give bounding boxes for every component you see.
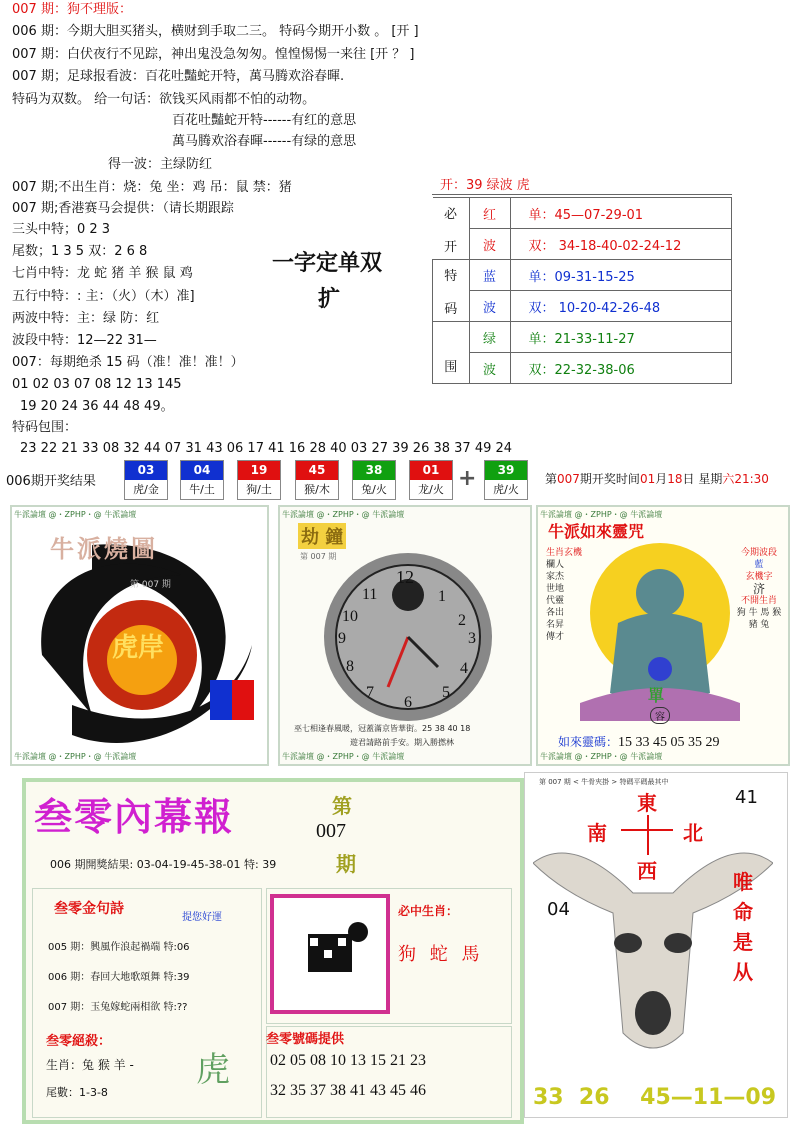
number-41: 41 [735,787,758,808]
text-line: 三头中特；0 2 3 [12,222,111,237]
result-line: 006 期開獎結果: 03-04-19-45-38-01 特: 39 [50,858,277,871]
side-col-char: 开 [443,239,457,255]
divider [432,194,732,195]
panel1-title: 牛派燒圖 [50,534,158,563]
numbers-title: 叁零號碼提供 [266,1032,345,1047]
north-label: 北 [683,821,703,845]
compass-cross [621,829,673,831]
tiger-glyph: 虎 [196,1050,230,1090]
panel2-caption: 巫七相逢春風暖，冠蓋滿京皆華街。25 38 40 18 [294,724,471,733]
verse-line: 005 期：興風作浪起禍端 特:06 [48,942,190,953]
wave-cell: 红 [469,198,510,229]
text-line: 007 期；足球报看波：百花吐豔蛇开特，萬马腾欢浴春暉. [12,69,345,84]
side-col-char: 码 [444,301,458,317]
results-label: 006期开奖结果 [6,474,96,489]
insider-report-panel [22,778,524,1124]
fire-picture-panel [10,505,269,766]
compass-cross [647,815,671,855]
west-label: 西 [637,859,657,883]
side-col-char: 必 [443,206,457,222]
text-line: 五行中特：: 主：（火）（木）准] [12,289,195,304]
text-line: 006 期：今期大胆买猪头，横财到手取二三。 特码今期开小数 。 [开 ] [12,24,419,39]
result-ball: 45 猴/木 [295,460,339,500]
side-box-title: 开：39 绿波 虎 [440,178,530,193]
wave-cell: 波 [469,353,510,384]
center-word: 單 [648,686,665,705]
issue-suffix: 期 [336,852,356,876]
watermark: 牛派論壇 @・ZPHP・@ 牛派論壇 [540,752,663,761]
result-ball: 03 虎/金 [124,460,168,500]
result-ball: 38 兔/火 [352,460,396,500]
must-label: 必中生肖： [398,904,459,918]
result-ball: 19 狗/土 [237,460,281,500]
text-line: 007：每期绝杀 15 码（准！准！准！） [12,355,244,370]
svg-text:10: 10 [342,608,358,625]
east-label: 東 [637,791,657,815]
text-line: 007 期;不出生肖：烧：兔 坐：鸡 吊：鼠 禁：猪 [12,180,292,195]
svg-text:9: 9 [338,630,346,647]
wave-cell: 波 [469,291,510,322]
text-line: 得一波：主绿防红 [108,157,213,172]
verse-line: 006 期：春回大地歌頌舞 特:39 [48,972,190,983]
number-cell: 单：21-33-11-27 [510,322,732,353]
follow-label: 提您好運 [182,912,222,923]
text-line: 波段中特：12—22 31— [12,333,157,348]
side-col-char: 围 [444,360,458,375]
numbers-row: 32 35 37 38 41 43 45 46 [270,1082,426,1099]
svg-text:5: 5 [442,684,450,701]
kill-tail: 尾數：1-3-8 [46,1086,108,1099]
svg-text:3: 3 [468,630,476,647]
next-draw-time: 第007期开奖时间01月18日 星期六21:30 [545,472,769,486]
paw-icon [274,898,386,1010]
wave-cell: 蓝 [469,260,510,291]
bottom-numbers: 33 26 45—11—09 [533,1085,777,1110]
panel1-issue: 第 007 期 [130,580,171,590]
special-ball: 39 虎/火 [484,460,528,500]
side-box-table [432,197,732,384]
issue-number: 007 [316,820,346,842]
watermark: 牛派論壇 @・ZPHP・@ 牛派論壇 [282,510,405,519]
text-line: 特码为双数。 给一句话：欲钱买风雨都不怕的动物。 [12,92,316,107]
text-line: 01 02 03 07 08 12 13 145 [12,377,182,392]
issue-prefix: 第 [332,794,352,818]
number-04: 04 [547,899,570,920]
watermark: 牛派論壇 @・ZPHP・@ 牛派論壇 [14,510,137,519]
watermark: 牛派論壇 @・ZPHP・@ 牛派論壇 [14,752,137,761]
svg-text:11: 11 [362,586,378,603]
svg-text:8: 8 [346,658,354,675]
buddha-panel [536,505,790,766]
watermark: 牛派論壇 @・ZPHP・@ 牛派論壇 [282,752,405,761]
text-line: 萬马腾欢浴春暉------有绿的意思 [172,134,357,149]
panel2-title: 劫 鐘 [298,523,346,549]
text-line: 百花吐豔蛇开特------有红的意思 [172,113,357,128]
svg-text:12: 12 [396,567,414,587]
kill-zodiac: 生肖：兔 猴 羊 - [46,1058,134,1072]
wave-cell: 波 [469,229,510,260]
issue-title: 007 期：狗不理版： [12,2,132,17]
clock-icon [318,547,498,727]
result-ball: 01 龙/火 [409,460,453,500]
text-line: 23 22 21 33 08 32 44 07 31 43 06 17 41 16 28 40 03 27 39 26 38 37 49 24 [20,441,513,456]
skull-panel [524,772,788,1118]
emblem-frame [270,894,390,1014]
number-cell: 双：22-32-38-06 [510,353,732,384]
panel1-center: 虎岸 [112,633,165,663]
verse-line: 007 期：玉兔嫁蛇兩相欲 特:?? [48,1002,188,1013]
plus-sign: + [458,466,477,491]
section-title: 叁零絕殺： [46,1034,112,1049]
slogan-text: 一字定单双 [272,250,383,276]
slogan-text-2: 扩 [318,286,341,312]
number-cell: 单：45—07-29-01 [510,198,732,229]
skull-header: 第 007 期 < 牛骨夾掛 > 特碼平碼最其中 [539,778,669,786]
poem-block: 生肖玄機 欄人 家杰 世地 代靈 各出 名昇 傳才 [546,548,583,642]
text-line: 007 期：白伏夜行不见踪，神出鬼没急匆匆。惶惶惕惕一来往 [开 ？ ] [12,47,415,62]
text-line: 两波中特：主：绿 防：红 [12,311,160,326]
side-tags: 今期波段 藍 玄機字 济 不開生肖 狗 牛 馬 猴 豬 兔 [736,548,782,630]
numbers-row: 02 05 08 10 13 15 21 23 [270,1052,426,1069]
text-line: 七肖中特：龙 蛇 猪 羊 猴 鼠 鸡 [12,266,193,281]
text-line: 尾数；1 3 5 双：2 6 8 [12,244,148,259]
text-line: 007 期;香港赛马会提供：（请长期跟踪 [12,201,234,216]
panel2-caption: 遊君請路前手安。期入勝撚林 [350,738,454,747]
wave-cell: 绿 [469,322,510,353]
text-line: 19 20 24 36 44 48 49。 [20,399,174,414]
result-ball: 04 牛/土 [180,460,224,500]
svg-text:7: 7 [366,684,374,701]
code-line: 如來靈碼：15 33 45 05 35 29 [558,735,720,750]
section-title: 叁零金句詩 [54,901,124,917]
number-cell: 单：09-31-15-25 [510,260,732,291]
svg-text:2: 2 [458,612,466,629]
clock-panel [278,505,532,766]
south-label: 南 [587,821,607,845]
svg-text:1: 1 [438,588,446,605]
panel4-title: 叁零內幕報 [34,794,235,839]
number-cell: 双： 34-18-40-02-24-12 [510,229,732,260]
panel3-title: 牛派如來靈咒 [548,522,645,541]
svg-text:4: 4 [460,660,468,677]
watermark: 牛派論壇 @・ZPHP・@ 牛派論壇 [540,510,663,519]
seal: 容 [650,707,670,724]
slogan-vertical: 唯 命 是 从 [733,870,753,984]
svg-text:6: 6 [404,694,412,711]
panel2-issue: 第 007 期 [300,552,337,561]
must-zodiacs: 狗 蛇 馬 [398,944,484,965]
text-line: 特码包围： [12,420,78,435]
number-cell: 双： 10-20-42-26-48 [510,291,732,322]
side-col-char: 特 [444,268,458,284]
